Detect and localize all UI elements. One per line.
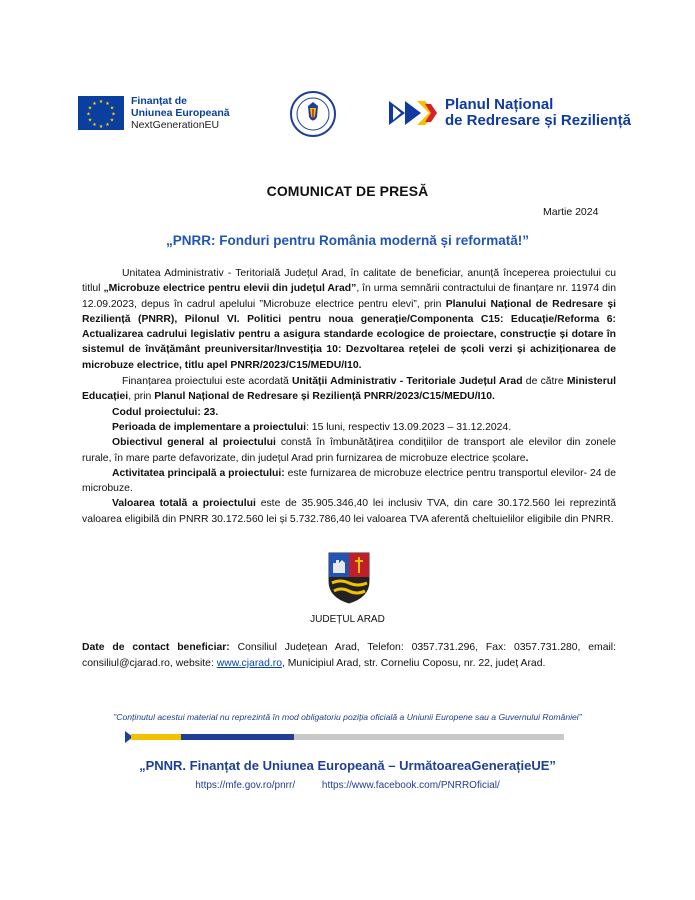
contact-details xyxy=(82,640,616,672)
facebook-link[interactable]: https://www.facebook.com/PNRROficial/ xyxy=(321,780,500,791)
svg-text:★: ★ xyxy=(105,100,110,107)
press-release-body xyxy=(82,266,616,527)
eu-funding-label xyxy=(131,95,230,131)
program-code: Planul Național de Redresare și Reziliență PNRR/2023/C15/MEDU/I10. xyxy=(154,391,495,403)
ministry: Ministerul Educației xyxy=(82,376,616,403)
beneficiary: Unității Administrativ - Teritoriale Județul Arad xyxy=(292,376,523,388)
arad-county-crest-icon xyxy=(327,549,371,605)
divider-bar xyxy=(181,734,294,740)
svg-text:★: ★ xyxy=(86,111,91,118)
svg-text:★: ★ xyxy=(109,117,115,124)
text: . xyxy=(525,452,529,464)
project-code: Codul proiectului: 23. xyxy=(112,406,219,418)
paragraph-period xyxy=(82,420,616,435)
footer-slogan: „PNNR. Finanțat de Uniunea Europeană – UrmătoareaGenerațieUE” xyxy=(139,758,556,773)
pnrr-line1: Planul Național xyxy=(445,96,554,113)
page-title: COMUNICAT DE PRESĂ xyxy=(266,183,429,199)
document-date: Martie 2024 xyxy=(543,206,599,218)
value-text: este de 35.905.346,40 lei inclusiv TVA, din care 30.172.560 lei reprezintă valoarea eligibilă din PNRR 30.172.560 lei și 5.732.786,40 lei valoarea TVA aferentă cheltuielilor eligibile din PNRR. xyxy=(82,498,617,525)
paragraph-objective xyxy=(82,435,616,466)
svg-text:★: ★ xyxy=(92,100,97,107)
paragraph-intro xyxy=(82,266,616,373)
label: Obiectivul general al proiectului xyxy=(112,437,276,449)
svg-text:★: ★ xyxy=(92,122,97,128)
activity-text: este furnizarea de microbuze electrice pentru transportul elevilor- 24 de microbuze. xyxy=(82,467,616,495)
press-slogan: „PNRR: Fonduri pentru România modernă și reformată!” xyxy=(165,233,530,248)
text: , prin xyxy=(128,391,155,403)
project-title: „Microbuze electrice pentru elevii din județul Arad” xyxy=(103,283,357,295)
pnrr-logo-icon xyxy=(389,98,439,128)
eu-line1: Finanțat de xyxy=(131,95,188,107)
label: Valoarea totală a proiectului xyxy=(112,498,256,510)
paragraph-financing xyxy=(82,374,616,405)
paragraph-project-code xyxy=(82,405,616,420)
contact-address: , Municipiul Arad, str. Corneliu Coposu, nr. 22, județ Arad. xyxy=(281,658,546,669)
romanian-government-seal-icon xyxy=(290,91,336,137)
label: Perioada de implementare a proiectului xyxy=(112,421,307,433)
text: Finanțarea proiectului este acordată xyxy=(122,376,293,388)
svg-text:★: ★ xyxy=(87,105,93,112)
disclaimer: ”Conținutul acestui material nu reprezintă în mod obligatoriu poziția oficială a Uniunii Europene sau a Guvernului României” xyxy=(113,712,582,722)
text: de către xyxy=(522,376,567,388)
text: Unitatea Administrativ - Teritorială Județul Arad, în calitate de beneficiar, anunță începerea proiectului cu titlul xyxy=(82,268,616,295)
footer-links xyxy=(0,780,695,791)
label: Activitatea principală a proiectului: xyxy=(112,467,285,479)
eu-line2: Uniunea Europeană xyxy=(131,107,230,119)
county-label: JUDEȚUL ARAD xyxy=(310,614,385,625)
pnrr-line2: de Redresare și Reziliență xyxy=(445,112,631,129)
paragraph-activity xyxy=(82,466,616,497)
mfe-link[interactable]: https://mfe.gov.ro/pnrr/ xyxy=(195,780,296,791)
text: , în urma semnării contractului de finanțare nr. 11974 din 12.09.2023, depus în cadrul apelului ”Microbuze electrice pentru elevi”, prin xyxy=(82,283,616,310)
svg-text:★: ★ xyxy=(111,111,116,118)
eu-flag-icon xyxy=(78,96,124,130)
svg-text:★: ★ xyxy=(98,123,104,130)
svg-text:★: ★ xyxy=(87,117,93,124)
contact-label: Date de contact beneficiar: xyxy=(82,642,230,653)
website-link[interactable]: www.cjarad.ro xyxy=(216,658,282,669)
contact-text: Consiliul Județean Arad, Telefon: 0357.731.296, Fax: 0357.731.280, email: consiliul@cjarad.ro, website: xyxy=(82,642,616,669)
pnrr-logo-label xyxy=(445,97,631,129)
svg-text:★: ★ xyxy=(105,122,110,128)
eu-line3: NextGenerationEU xyxy=(131,119,220,131)
program-reference: Planului Național de Redresare și Reziliență (PNRR), Pilonul VI. Politici pentru noua generație/Componenta C15: Educație/Reforma 6: Actualizarea cadrului legislativ pentru a asigura standarde ecologice de proiectare, construcție și dotare în sistemul de învățământ preuniversitar/Investiția 10: Dezvoltarea rețelei de școli verzi și achiziționarea de microbuze electrice, titlu apel PNRR/2023/C15/MEDU/I10. xyxy=(82,298,616,371)
objective-text: constă în îmbunătățirea condițiilor de transport ale elevilor din zonele rurale, în mare parte defavorizate, din județul Arad prin furnizarea de microbuze electrice școlare xyxy=(82,437,616,464)
divider-bar xyxy=(131,734,181,740)
implementation-period: : 15 luni, respectiv 13.09.2023 – 31.12.2024. xyxy=(306,421,512,433)
divider-bar xyxy=(294,734,564,740)
svg-text:★: ★ xyxy=(98,99,104,105)
svg-text:★: ★ xyxy=(109,105,115,112)
paragraph-value xyxy=(82,496,616,527)
